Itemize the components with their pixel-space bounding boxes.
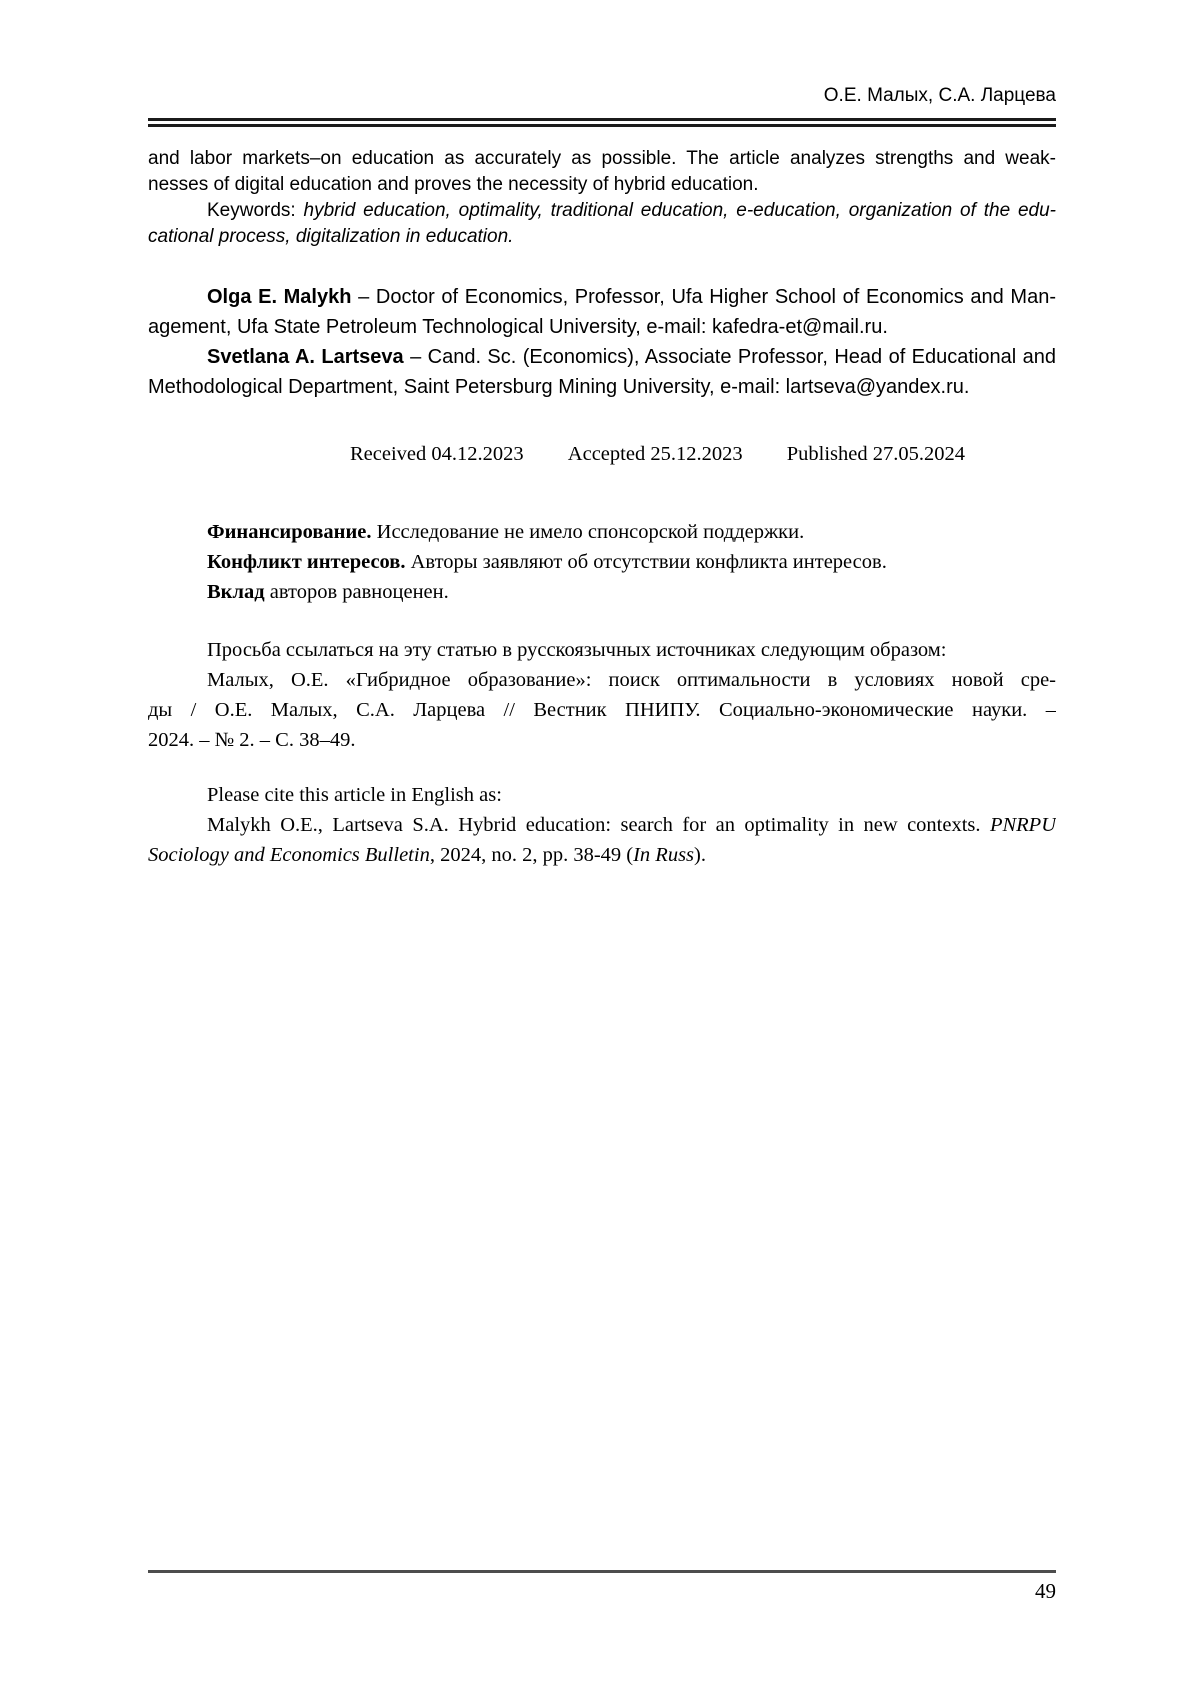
page-number: 49 — [1035, 1579, 1056, 1603]
author-bio: – Doctor of Economics, Professor, Ufa Higher School of Economics and Man- — [351, 286, 1056, 308]
contribution-text: авторов равноценен. — [264, 581, 449, 603]
conflict-statement — [148, 547, 1056, 577]
contribution-statement — [148, 577, 1056, 607]
citation-en-text: ). — [694, 844, 706, 866]
author-name: Olga E. Malykh — [207, 286, 352, 308]
citation-en-text: Malykh O.E., Lartseva S.A. Hybrid education: search for an optimality in new contexts. — [207, 814, 990, 836]
page-footer — [148, 1570, 1056, 1604]
abstract-line — [148, 172, 1056, 198]
dates-row — [148, 440, 1056, 468]
funding-label: Финансирование. — [207, 521, 372, 543]
citation-ru-text: Просьба ссылаться на эту статью в русскоязычных источниках следующим образом: — [207, 639, 947, 661]
running-head: О.Е. Малых, С.А. Ларцева — [823, 85, 1056, 106]
citation-ru-line — [148, 695, 1056, 725]
citation-ru-intro — [148, 635, 1056, 665]
author-bio-line — [148, 282, 1056, 312]
keywords-text: hybrid education, optimality, traditional education, e-education, organization of the edu- — [303, 200, 1056, 221]
keywords-label: Keywords: — [207, 200, 304, 221]
citation-ru-text: Малых, О.Е. «Гибридное образование»: поиск оптимальности в условиях новой сре- — [207, 669, 1056, 691]
author-bio: Methodological Department, Saint Petersburg Mining University, e-mail: lartseva@yandex.ru. — [148, 376, 970, 398]
citation-en-text: Please cite this article in English as: — [207, 784, 502, 806]
author-bio: – Cand. Sc. (Economics), Associate Professor, Head of Educational and — [403, 346, 1056, 368]
conflict-text: Авторы заявляют об отсутствии конфликта интересов. — [405, 551, 887, 573]
page-content — [148, 0, 1056, 870]
accepted-date: Accepted 25.12.2023 — [567, 443, 743, 465]
statements-section — [148, 517, 1056, 607]
keywords-line — [148, 198, 1056, 224]
citation-ru-text: 2024. – № 2. – С. 38–49. — [148, 729, 356, 751]
citation-russian — [148, 635, 1056, 755]
author-bio-line — [148, 372, 1056, 402]
funding-statement — [148, 517, 1056, 547]
citation-ru-line — [148, 725, 1056, 755]
citation-en-text: , 2024, no. 2, pp. 38-49 ( — [429, 844, 634, 866]
author-bio: agement, Ufa State Petroleum Technological University, e-mail: kafedra-et@mail.ru. — [148, 316, 888, 338]
header-double-rule — [148, 118, 1056, 127]
citation-en-line — [148, 810, 1056, 840]
citation-ru-text: ды / О.Е. Малых, С.А. Ларцева // Вестник ПНИПУ. Социально-экономические науки. – — [148, 699, 1056, 721]
keywords-line — [148, 224, 1056, 250]
citation-en-journal: Sociology and Economics Bulletin — [148, 844, 430, 866]
authors-section — [148, 282, 1056, 402]
contribution-label: Вклад — [207, 581, 265, 603]
citation-en-lang-note: In Russ — [633, 844, 695, 866]
received-date: Received 04.12.2023 — [350, 443, 524, 465]
citation-en-intro — [148, 780, 1056, 810]
citation-en-line — [148, 840, 1056, 870]
citation-ru-line — [148, 665, 1056, 695]
funding-text: Исследование не имело спонсорской поддержки. — [371, 521, 805, 543]
author-bio-line — [148, 312, 1056, 342]
abstract-text: nesses of digital education and proves the necessity of hybrid education. — [148, 174, 759, 195]
abstract-text: and labor markets–on education as accurately as possible. The article analyzes strengths and weak- — [148, 148, 1056, 169]
author-name: Svetlana A. Lartseva — [207, 346, 404, 368]
author-bio-line — [148, 342, 1056, 372]
footer-rule — [148, 1570, 1056, 1573]
abstract-section — [148, 146, 1056, 250]
abstract-line — [148, 146, 1056, 172]
keywords-text: cational process, digitalization in education. — [148, 226, 514, 247]
conflict-label: Конфликт интересов. — [207, 551, 406, 573]
citation-english — [148, 780, 1056, 870]
citation-en-journal: PNRPU — [989, 814, 1056, 836]
published-date: Published 27.05.2024 — [786, 443, 965, 465]
